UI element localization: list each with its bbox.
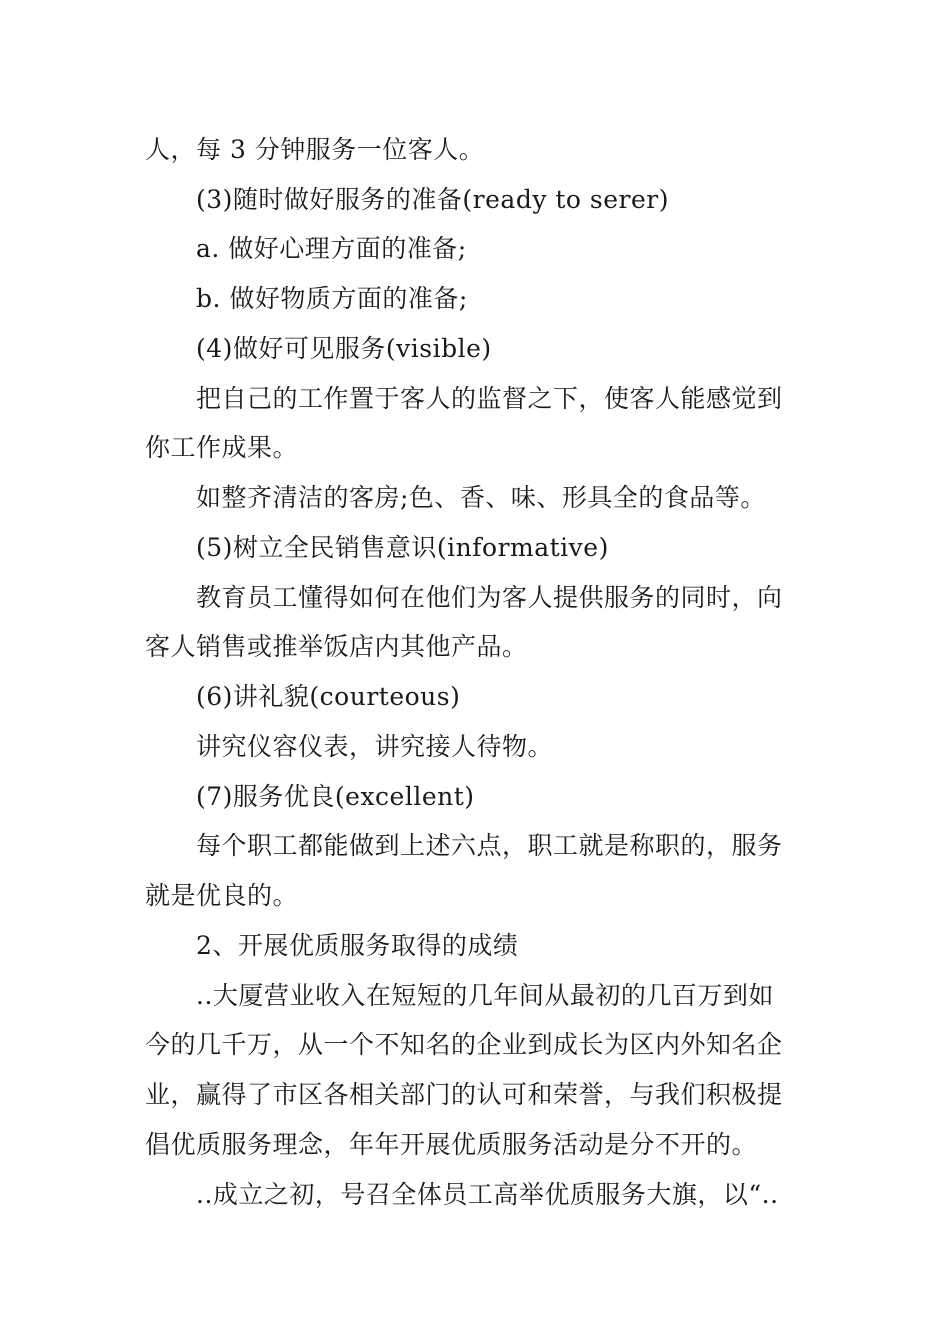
text-line: a. 做好心理方面的准备;	[196, 234, 467, 263]
text-line: 人，每 3 分钟服务一位客人。	[145, 135, 485, 164]
text-line: 倡优质服务理念，年年开展优质服务活动是分不开的。	[145, 1130, 758, 1159]
text-line: 客人销售或推举饭店内其他产品。	[145, 632, 528, 661]
text-line: (7)服务优良(excellent)	[196, 782, 475, 811]
text-line: 如整齐清洁的客房;色、香、味、形具全的食品等。	[196, 483, 766, 512]
text-line: ..成立之初，号召全体员工高举优质服务大旗，以“..	[196, 1180, 779, 1209]
text-line: (4)做好可见服务(visible)	[196, 334, 492, 363]
text-line: 你工作成果。	[145, 433, 299, 462]
text-line: (5)树立全民销售意识(informative)	[196, 533, 609, 562]
text-line: 教育员工懂得如何在他们为客人提供服务的同时，向	[196, 583, 783, 612]
section-heading: 2、开展优质服务取得的成绩	[196, 931, 519, 960]
text-line: (6)讲礼貌(courteous)	[196, 682, 461, 711]
text-line: 就是优良的。	[145, 881, 299, 910]
text-line: (3)随时做好服务的准备(ready to serer)	[196, 185, 670, 214]
text-line: 讲究仪容仪表，讲究接人待物。	[196, 732, 554, 761]
text-line: ..大厦营业收入在短短的几年间从最初的几百万到如	[196, 981, 774, 1010]
text-line: 每个职工都能做到上述六点，职工就是称职的，服务	[196, 831, 783, 860]
text-line: 业，赢得了市区各相关部门的认可和荣誉，与我们积极提	[145, 1080, 783, 1109]
text-line: 把自己的工作置于客人的监督之下，使客人能感觉到	[196, 384, 783, 413]
text-line: 今的几千万，从一个不知名的企业到成长为区内外知名企	[145, 1030, 783, 1059]
text-line: b. 做好物质方面的准备;	[196, 284, 468, 313]
